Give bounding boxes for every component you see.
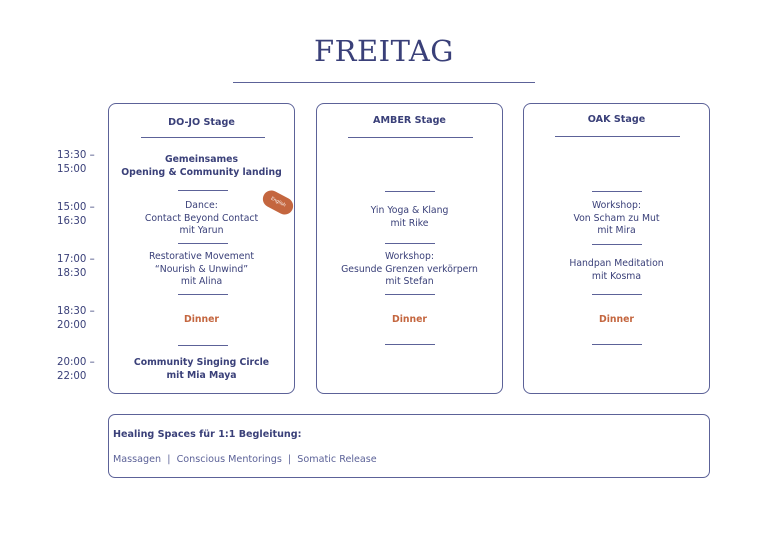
healing-item-massagen: Massagen <box>113 454 162 465</box>
stage-name-underline <box>141 137 265 138</box>
session-divider <box>592 294 642 295</box>
session-divider <box>592 244 642 245</box>
session-divider <box>178 243 228 244</box>
session-singing-circle: Community Singing Circle mit Mia Maya <box>133 357 270 381</box>
time-slot-2: 15:00 – 16:30 <box>57 202 95 227</box>
stage-card-amber <box>316 103 503 394</box>
stage-name-underline <box>555 136 680 137</box>
english-language-badge: English <box>260 187 296 217</box>
session-handpan-meditation: Handpan Meditation mit Kosma <box>569 258 664 282</box>
session-restorative-movement: Restorative Movement “Nourish & Unwind” mit Alina <box>148 251 255 287</box>
session-dinner: Dinner <box>598 314 635 325</box>
list-separator: | <box>167 454 171 465</box>
stage-name: AMBER Stage <box>373 115 446 126</box>
session-dinner: Dinner <box>391 314 428 325</box>
session-divider <box>178 190 228 191</box>
session-dinner: Dinner <box>183 314 220 325</box>
session-workshop-scham: Workshop: Von Scham zu Mut mit Mira <box>573 200 660 236</box>
time-slot-3: 17:00 – 18:30 <box>57 254 95 279</box>
list-separator: | <box>287 454 292 465</box>
stage-card-oak <box>523 103 710 394</box>
session-divider <box>385 191 435 192</box>
time-slot-4: 18:30 – 20:00 <box>57 306 95 331</box>
session-divider <box>178 294 228 295</box>
session-opening: Gemeinsames Opening & Community landing <box>121 154 282 178</box>
stage-name: DO-JO Stage <box>168 117 235 128</box>
session-divider <box>385 243 435 244</box>
time-slot-1: 13:30 – 15:00 <box>57 150 95 175</box>
title-underline <box>233 82 535 83</box>
page-title: FREITAG <box>314 34 454 68</box>
session-dance: Dance: Contact Beyond Contact mit Yarun <box>144 200 259 236</box>
session-divider <box>592 191 642 192</box>
healing-spaces-title: Healing Spaces für 1:1 Begleitung: <box>113 429 302 440</box>
session-yin-yoga: Yin Yoga & Klang mit Rike <box>370 205 449 229</box>
time-slot-5: 20:00 – 22:00 <box>57 357 95 382</box>
session-workshop-grenzen: Workshop: Gesunde Grenzen verkörpern mit Stefan <box>341 251 478 287</box>
stage-card-dojo <box>108 103 295 394</box>
healing-item-conscious-mentorings: Conscious Mentorings <box>176 454 282 465</box>
healing-spaces-box <box>108 414 710 478</box>
stage-name-underline <box>348 137 473 138</box>
healing-spaces-list <box>113 454 377 465</box>
healing-item-somatic-release: Somatic Release <box>297 454 377 465</box>
session-divider <box>385 344 435 345</box>
stage-name: OAK Stage <box>587 114 646 125</box>
session-divider <box>385 294 435 295</box>
session-divider <box>592 344 642 345</box>
session-divider <box>178 345 228 346</box>
